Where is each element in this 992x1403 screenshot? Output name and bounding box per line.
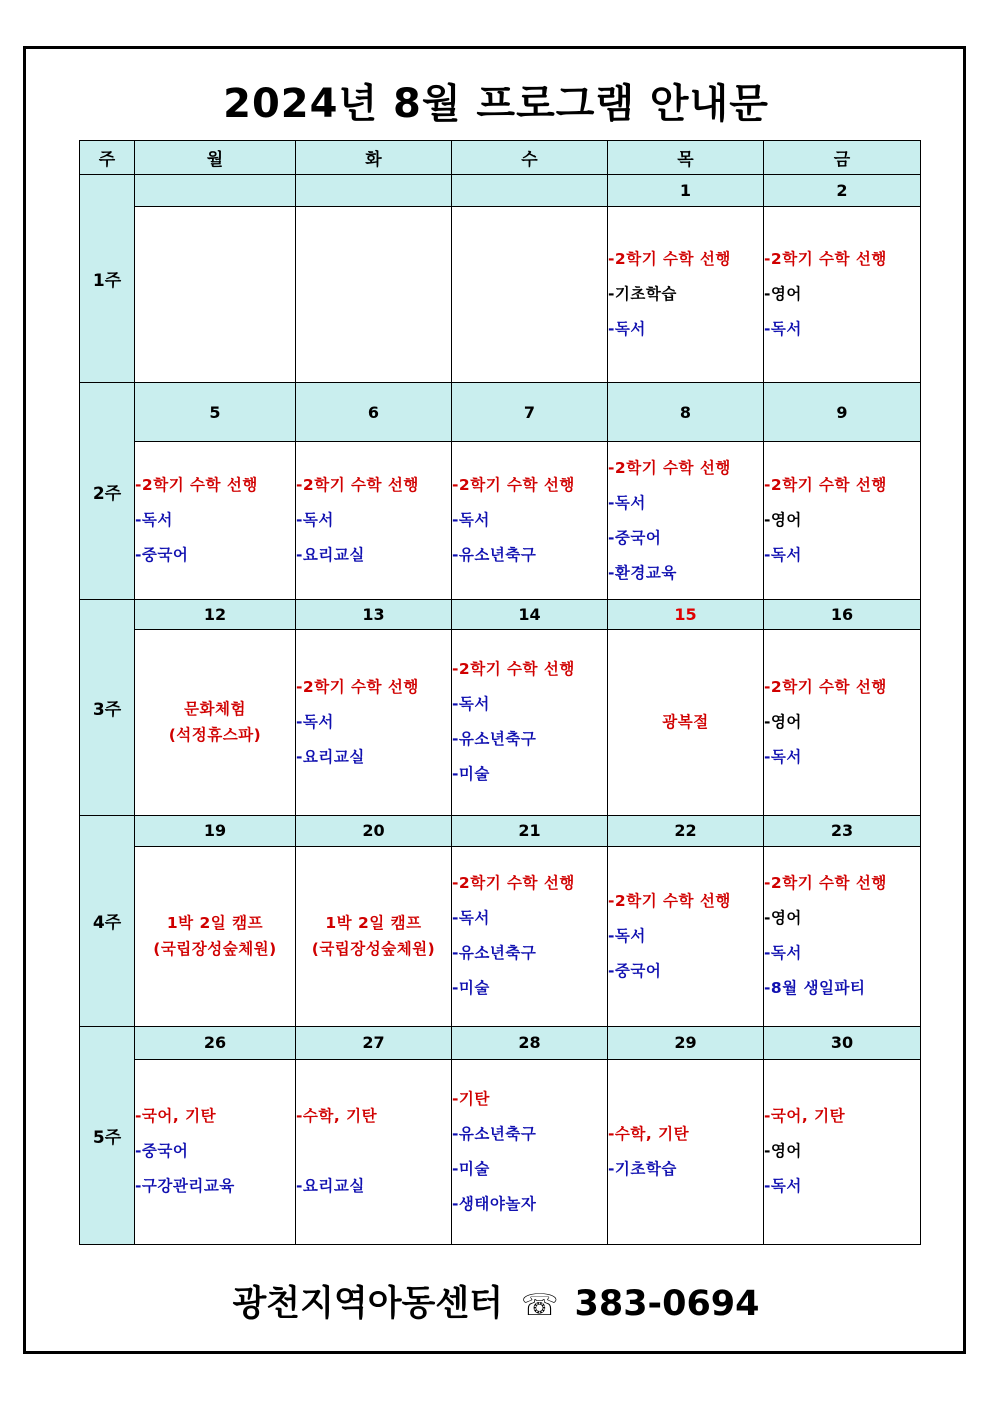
date-cell: 21 xyxy=(452,815,608,846)
activity-item: -독서 xyxy=(608,320,646,339)
activity-item: -미술 xyxy=(452,979,490,998)
activity-cell xyxy=(296,207,452,383)
activity-item: -2학기 수학 선행 xyxy=(764,874,887,893)
activity-item: -독서 xyxy=(135,511,173,530)
date-cell: 23 xyxy=(764,815,921,846)
activity-row xyxy=(80,207,921,383)
activity-item: -유소년축구 xyxy=(452,730,537,749)
date-cell: 22 xyxy=(608,815,764,846)
activity-cell xyxy=(452,846,608,1026)
activity-item: -요리교실 xyxy=(296,546,365,565)
activity-item: -유소년축구 xyxy=(452,546,537,565)
activity-cell xyxy=(135,846,296,1026)
day-header-thu: 목 xyxy=(608,141,764,175)
date-cell: 29 xyxy=(608,1026,764,1059)
activity-cell xyxy=(764,630,921,815)
phone-number: 383-0694 xyxy=(574,1284,760,1324)
activity-item: -2학기 수학 선행 xyxy=(764,677,887,696)
day-header-tue: 화 xyxy=(296,141,452,175)
activity-item: -독서 xyxy=(608,926,646,945)
activity-row xyxy=(80,1059,921,1244)
date-row xyxy=(80,815,921,846)
activity-item: (석정휴스파) xyxy=(168,726,262,745)
activity-item: -2학기 수학 선행 xyxy=(764,476,887,495)
activity-item: -2학기 수학 선행 xyxy=(608,891,731,910)
date-cell: 26 xyxy=(135,1026,296,1059)
activity-item: -독서 xyxy=(452,511,490,530)
activity-item: -유소년축구 xyxy=(452,1124,537,1143)
activity-item: -독서 xyxy=(452,695,490,714)
activity-item: -2학기 수학 선행 xyxy=(608,250,731,269)
activity-item: -2학기 수학 선행 xyxy=(452,660,575,679)
activity-item: -독서 xyxy=(608,493,646,512)
activity-item: -영어 xyxy=(764,511,802,530)
activity-item: -국어, 기탄 xyxy=(135,1107,217,1126)
activity-item: -독서 xyxy=(452,909,490,928)
activity-item: -독서 xyxy=(764,546,802,565)
activity-item: -2학기 수학 선행 xyxy=(135,476,258,495)
footer xyxy=(0,1276,992,1326)
week-header: 주 xyxy=(80,141,135,175)
activity-cell xyxy=(764,1059,921,1244)
activity-item: -수학, 기탄 xyxy=(296,1107,378,1126)
activity-item: 광복절 xyxy=(662,713,709,732)
activity-cell xyxy=(764,846,921,1026)
activity-item: -8월 생일파티 xyxy=(764,979,866,998)
program-calendar xyxy=(79,140,921,1245)
activity-item: -유소년축구 xyxy=(452,944,537,963)
activity-cell xyxy=(135,442,296,600)
header-row xyxy=(80,141,921,175)
activity-cell xyxy=(608,1059,764,1244)
activity-item: (국립장성숲체원) xyxy=(311,940,436,959)
activity-item: -2학기 수학 선행 xyxy=(452,476,575,495)
activity-item: -2학기 수학 선행 xyxy=(608,458,731,477)
activity-cell xyxy=(296,1059,452,1244)
activity-item: -요리교실 xyxy=(296,1177,365,1196)
date-row xyxy=(80,175,921,207)
date-cell: 27 xyxy=(296,1026,452,1059)
date-row xyxy=(80,600,921,630)
date-cell: 6 xyxy=(296,383,452,442)
date-cell: 15 xyxy=(608,600,764,630)
activity-item: -2학기 수학 선행 xyxy=(764,250,887,269)
center-name: 광천지역아동센터 xyxy=(232,1284,503,1324)
date-cell: 5 xyxy=(135,383,296,442)
date-cell: 1 xyxy=(608,175,764,207)
activity-item: -수학, 기탄 xyxy=(608,1124,690,1143)
activity-cell xyxy=(452,1059,608,1244)
activity-item: -환경교육 xyxy=(608,563,677,582)
date-cell: 16 xyxy=(764,600,921,630)
activity-item: -독서 xyxy=(296,712,334,731)
activity-item: 1박 2일 캠프 xyxy=(325,914,422,933)
date-cell xyxy=(135,175,296,207)
day-header-fri: 금 xyxy=(764,141,921,175)
day-header-mon: 월 xyxy=(135,141,296,175)
activity-item: -2학기 수학 선행 xyxy=(296,476,419,495)
activity-item: -영어 xyxy=(764,285,802,304)
activity-item: -미술 xyxy=(452,765,490,784)
week-label: 1주 xyxy=(80,175,135,383)
activity-item: -독서 xyxy=(764,320,802,339)
activity-item: -독서 xyxy=(296,511,334,530)
activity-item: 1박 2일 캠프 xyxy=(166,914,264,933)
activity-item: -독서 xyxy=(764,747,802,766)
activity-cell xyxy=(296,630,452,815)
week-label: 3주 xyxy=(80,600,135,815)
date-cell: 13 xyxy=(296,600,452,630)
activity-cell xyxy=(608,846,764,1026)
activity-item: -국어, 기탄 xyxy=(764,1107,846,1126)
week-label: 5주 xyxy=(80,1026,135,1244)
date-row xyxy=(80,383,921,442)
activity-item: -요리교실 xyxy=(296,747,365,766)
date-row xyxy=(80,1026,921,1059)
activity-item: -2학기 수학 선행 xyxy=(452,874,575,893)
date-cell: 14 xyxy=(452,600,608,630)
activity-cell xyxy=(135,630,296,815)
activity-item: -중국어 xyxy=(608,528,662,547)
date-cell: 7 xyxy=(452,383,608,442)
phone-icon: ☏ xyxy=(520,1288,559,1323)
activity-item: -중국어 xyxy=(135,1142,189,1161)
date-cell xyxy=(452,175,608,207)
activity-item: -중국어 xyxy=(608,961,662,980)
page-title: 2024년 8월 프로그램 안내문 xyxy=(223,81,769,127)
activity-item: -기초학습 xyxy=(608,1159,677,1178)
activity-item: -영어 xyxy=(764,1142,802,1161)
activity-item: -2학기 수학 선행 xyxy=(296,677,419,696)
date-cell xyxy=(296,175,452,207)
activity-item: -미술 xyxy=(452,1159,490,1178)
date-cell: 30 xyxy=(764,1026,921,1059)
activity-cell xyxy=(608,207,764,383)
activity-item: -영어 xyxy=(764,712,802,731)
activity-item: -기탄 xyxy=(452,1089,490,1108)
activity-item: -구강관리교육 xyxy=(135,1177,235,1196)
activity-item: -독서 xyxy=(764,1177,802,1196)
activity-cell xyxy=(608,630,764,815)
week-label: 4주 xyxy=(80,815,135,1026)
activity-cell xyxy=(296,846,452,1026)
date-cell: 20 xyxy=(296,815,452,846)
activity-item: (국립장성숲체원) xyxy=(153,940,277,959)
activity-row xyxy=(80,442,921,600)
week-label: 2주 xyxy=(80,383,135,600)
day-header-wed: 수 xyxy=(452,141,608,175)
activity-item: -중국어 xyxy=(135,546,189,565)
date-cell: 19 xyxy=(135,815,296,846)
date-cell: 8 xyxy=(608,383,764,442)
activity-cell xyxy=(764,207,921,383)
activity-item: 문화체험 xyxy=(184,700,246,719)
date-cell: 9 xyxy=(764,383,921,442)
activity-cell xyxy=(608,442,764,600)
activity-cell xyxy=(452,207,608,383)
activity-row xyxy=(80,630,921,815)
activity-cell xyxy=(135,207,296,383)
activity-item xyxy=(296,1134,451,1169)
activity-cell xyxy=(452,442,608,600)
activity-cell xyxy=(135,1059,296,1244)
activity-row xyxy=(80,846,921,1026)
activity-cell xyxy=(452,630,608,815)
activity-cell xyxy=(296,442,452,600)
activity-item: -기초학습 xyxy=(608,285,677,304)
activity-cell xyxy=(764,442,921,600)
activity-item: -영어 xyxy=(764,909,802,928)
date-cell: 12 xyxy=(135,600,296,630)
activity-item: -생태야놀자 xyxy=(452,1194,537,1213)
date-cell: 2 xyxy=(764,175,921,207)
activity-item: -독서 xyxy=(764,944,802,963)
date-cell: 28 xyxy=(452,1026,608,1059)
